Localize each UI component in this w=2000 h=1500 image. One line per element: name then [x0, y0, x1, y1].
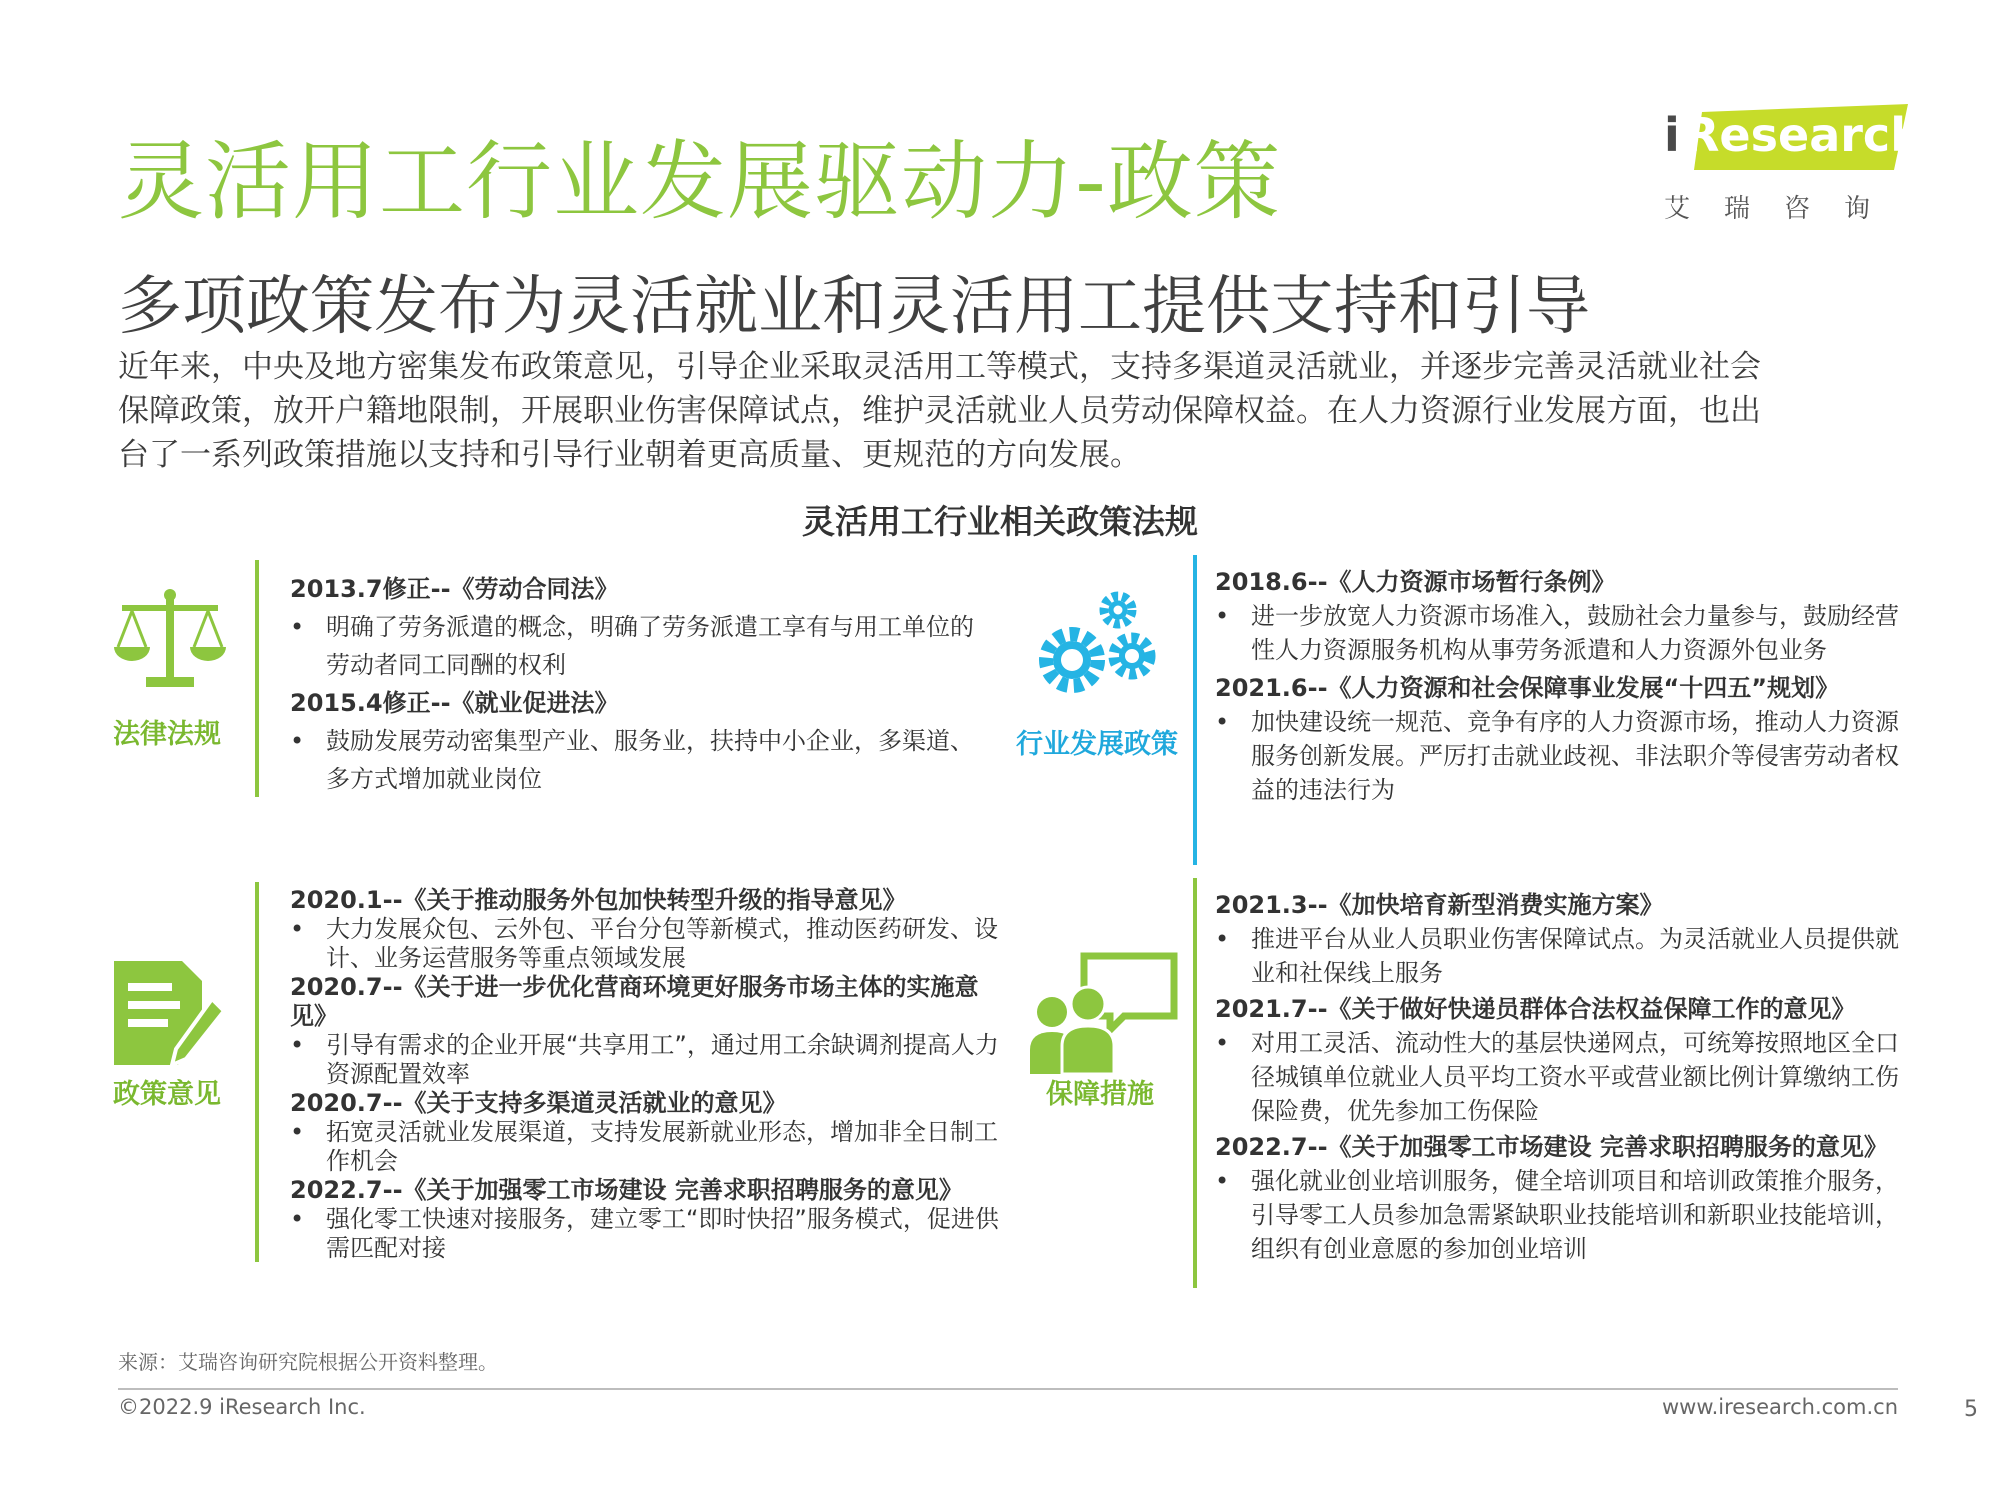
section-title: 灵活用工行业相关政策法规 — [802, 502, 1198, 541]
quadrant-label-law: 法律法规 — [113, 719, 221, 750]
page-subtitle: 多项政策发布为灵活就业和灵活用工提供支持和引导 — [118, 270, 1590, 344]
entry-heading: 2021.3--《加快培育新型消费实施方案》 — [1215, 891, 1664, 919]
intro-paragraph — [118, 345, 1908, 477]
quadrant-entries-law — [290, 570, 990, 798]
entry-bullet: • 拓宽灵活就业发展渠道，支持发展新就业形态，增加非全日制工作机会 — [290, 1118, 1000, 1176]
entry-bullet: • 强化零工快速对接服务，建立零工“即时快招”服务模式，促进供需匹配对接 — [290, 1205, 1000, 1263]
entry-heading: 2018.6--《人力资源市场暂行条例》 — [1215, 568, 1616, 596]
quadrant-divider — [1193, 555, 1197, 865]
document-pen-icon — [108, 955, 228, 1075]
quadrant-divider — [255, 882, 259, 1262]
logo-brand-i: i — [1664, 108, 1680, 162]
entry-bullet: • 对用工灵活、流动性大的基层快递网点，可统筹按照地区全口径城镇单位就业人员平均工资水平或营业额比例计算缴纳工伤保险费，优先参加工伤保险 — [1215, 1026, 1905, 1128]
quadrant-label-security: 保障措施 — [1046, 1079, 1154, 1110]
scales-icon — [110, 585, 230, 695]
entry-heading: 2015.4修正--《就业促进法》 — [290, 689, 619, 717]
quadrant-entries-industry — [1215, 565, 1900, 807]
intro-line: 保障政策，放开户籍地限制，开展职业伤害保障试点，维护灵活就业人员劳动保障权益。在人力资源行业发展方面，也出 — [118, 393, 1761, 429]
quadrant-entries-security — [1215, 888, 1905, 1266]
gears-icon — [1022, 588, 1172, 708]
page-number: 5 — [1964, 1397, 1978, 1422]
quadrant-label-industry: 行业发展政策 — [1016, 729, 1178, 760]
entry-heading: 2020.1--《关于推动服务外包加快转型升级的指导意见》 — [290, 886, 907, 914]
logo-brand-text: Research — [1684, 108, 1923, 162]
quadrant-entries-policy — [290, 886, 1000, 1263]
website-link[interactable]: www.iresearch.com.cn — [1661, 1395, 1898, 1419]
intro-line: 台了一系列政策措施以支持和引导行业朝着更高质量、更规范的方向发展。 — [118, 437, 1141, 473]
page-title: 灵活用工行业发展驱动力-政策 — [118, 132, 1282, 232]
entry-bullet: • 大力发展众包、云外包、平台分包等新模式，推动医药研发、设计、业务运营服务等重点领域发展 — [290, 915, 1000, 973]
entry-heading: 2021.6--《人力资源和社会保障事业发展“十四五”规划》 — [1215, 674, 1840, 702]
entry-bullet: • 明确了劳务派遣的概念，明确了劳务派遣工享有与用工单位的劳动者同工同酬的权利 — [290, 608, 990, 684]
logo-chinese-name: 艾瑞咨询 — [1664, 194, 1905, 224]
entry-bullet: • 进一步放宽人力资源市场准入，鼓励社会力量参与，鼓励经营性人力资源服务机构从事劳务派遣和人力资源外包业务 — [1215, 599, 1900, 667]
quadrant-label-policy: 政策意见 — [113, 1079, 221, 1110]
entry-heading: 2020.7--《关于支持多渠道灵活就业的意见》 — [290, 1089, 787, 1117]
entry-bullet: • 引导有需求的企业开展“共享用工”，通过用工余缺调剂提高人力资源配置效率 — [290, 1031, 1000, 1089]
source-note: 来源：艾瑞咨询研究院根据公开资料整理。 — [118, 1350, 498, 1374]
entry-heading: 2021.7--《关于做好快递员群体合法权益保障工作的意见》 — [1215, 995, 1856, 1023]
entry-heading: 2022.7--《关于加强零工市场建设 完善求职招聘服务的意见》 — [1215, 1133, 1888, 1161]
intro-line: 近年来，中央及地方密集发布政策意见，引导企业采取灵活用工等模式，支持多渠道灵活就业，并逐步完善灵活就业社会 — [118, 349, 1761, 385]
copyright-text: ©2022.9 iResearch Inc. — [118, 1395, 366, 1419]
entry-heading: 2022.7--《关于加强零工市场建设 完善求职招聘服务的意见》 — [290, 1176, 963, 1204]
people-speech-icon — [1024, 950, 1184, 1080]
entry-bullet: • 鼓励发展劳动密集型产业、服务业，扶持中小企业，多渠道、多方式增加就业岗位 — [290, 722, 990, 798]
entry-heading: 2020.7--《关于进一步优化营商环境更好服务市场主体的实施意见》 — [290, 973, 979, 1030]
entry-bullet: • 加快建设统一规范、竞争有序的人力资源市场，推动人力资源服务创新发展。严厉打击就业歧视、非法职介等侵害劳动者权益的违法行为 — [1215, 705, 1900, 807]
entry-heading: 2013.7修正--《劳动合同法》 — [290, 575, 619, 603]
footer-divider — [118, 1388, 1898, 1390]
entry-bullet: • 推进平台从业人员职业伤害保障试点。为灵活就业人员提供就业和社保线上服务 — [1215, 922, 1905, 990]
entry-bullet: • 强化就业创业培训服务，健全培训项目和培训政策推介服务，引导零工人员参加急需紧缺职业技能培训和新职业技能培训，组织有创业意愿的参加创业培训 — [1215, 1164, 1905, 1266]
quadrant-divider — [1193, 878, 1197, 1288]
quadrant-divider — [255, 560, 259, 797]
